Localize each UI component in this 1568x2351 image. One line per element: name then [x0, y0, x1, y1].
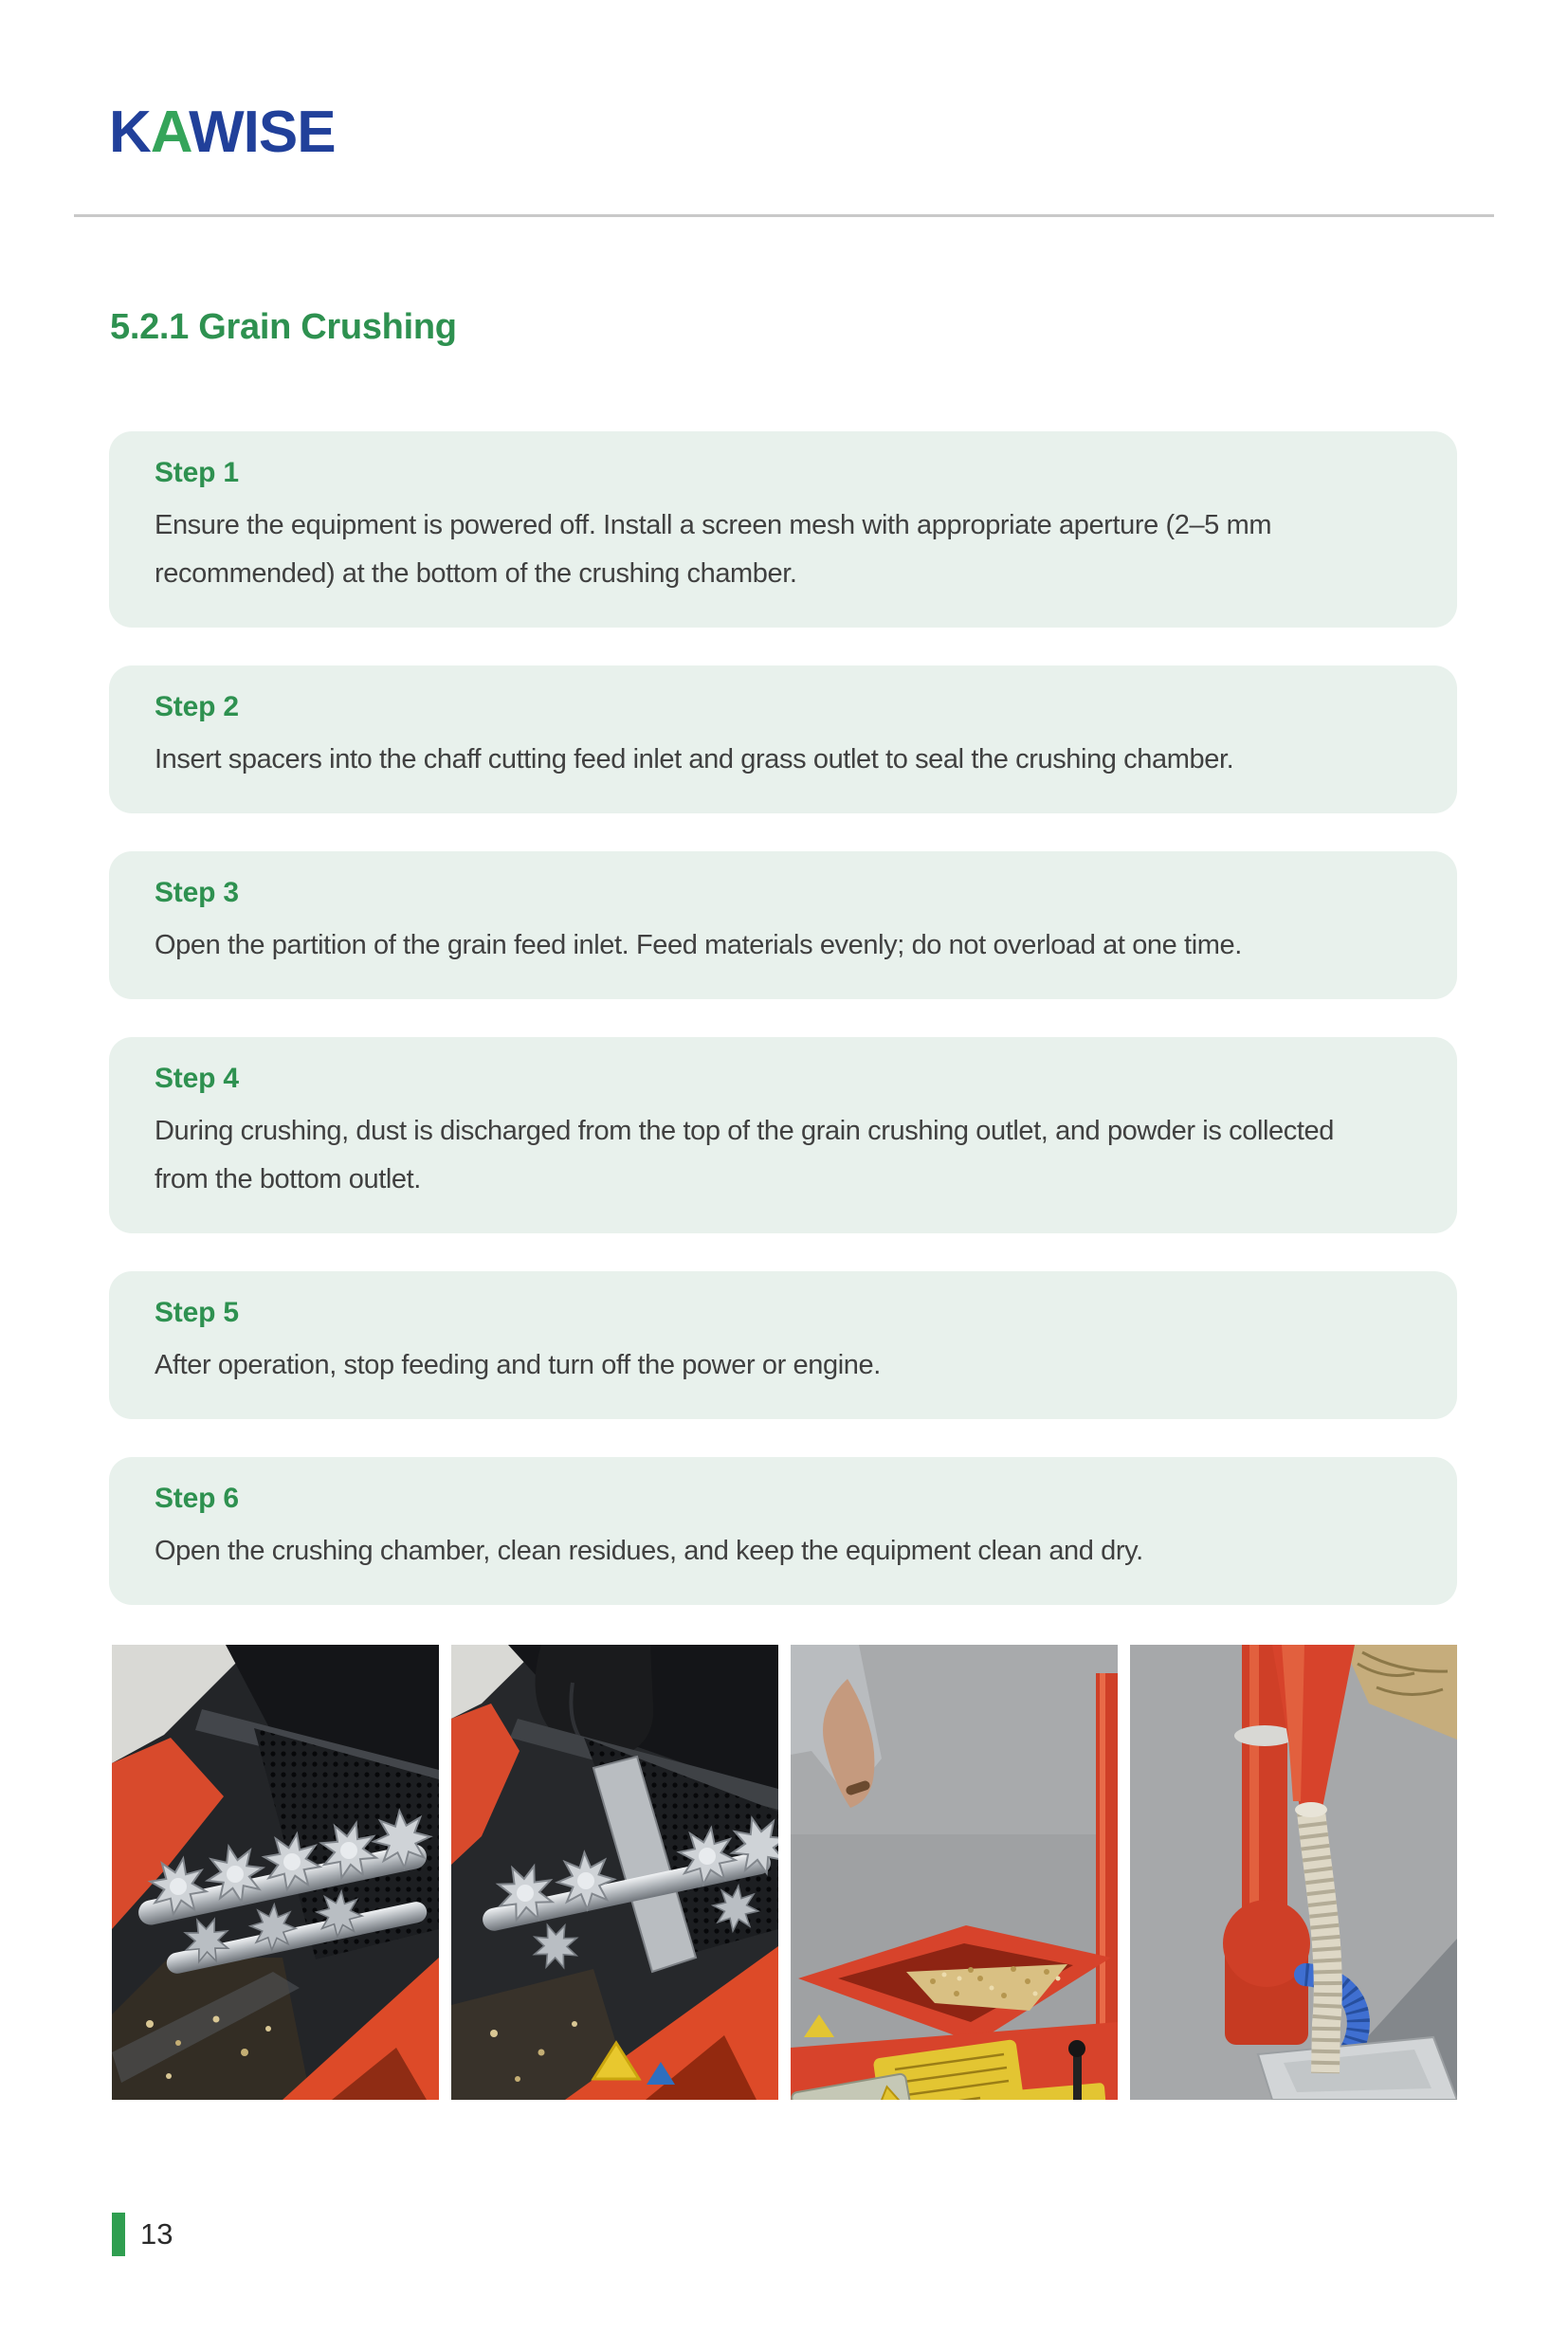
photo-grain-feed-hopper [791, 1645, 1118, 2100]
step-label: Step 4 [155, 1063, 239, 1094]
step-text: After operation, stop feeding and turn off the power or engine. [155, 1350, 881, 1380]
step-text: Open the partition of the grain feed inlet. Feed materials evenly; do not overload at one time. [155, 930, 1242, 960]
photo-hand-inserting-spacer [451, 1645, 778, 2100]
step-text: Ensure the equipment is powered off. Install a screen mesh with appropriate aperture (2–5 mm recommended) at the bottom of the crushing chamber. [155, 510, 1272, 589]
spacer-illustration [451, 1645, 778, 2100]
step-label: Step 3 [155, 877, 239, 908]
step-card-5 [109, 1271, 1457, 1419]
step-card-1 [109, 431, 1457, 628]
logo-letter-k: K [109, 100, 151, 165]
hopper-illustration [791, 1645, 1118, 2100]
page-number [112, 2213, 173, 2256]
step-label: Step 2 [155, 691, 239, 722]
step-text: Open the crushing chamber, clean residues, and keep the equipment clean and dry. [155, 1536, 1143, 1566]
photo-strip [112, 1645, 1457, 2100]
logo-letters-wise: WISE [189, 100, 336, 165]
photo-crushing-chamber-rotor [112, 1645, 439, 2100]
page-number-value: 13 [140, 2217, 173, 2251]
logo-letter-a: A [150, 100, 190, 165]
cyclone-illustration [1130, 1645, 1457, 2100]
step-label: Step 5 [155, 1297, 239, 1328]
header-divider [74, 214, 1494, 217]
steps-list [109, 431, 1457, 1605]
section-title: 5.2.1 Grain Crushing [110, 307, 457, 347]
svg-text:KAWISE [109, 100, 336, 165]
step-label: Step 6 [155, 1483, 239, 1514]
step-card-4 [109, 1037, 1457, 1233]
rotor-illustration [112, 1645, 439, 2100]
step-card-2 [109, 665, 1457, 813]
step-card-3 [109, 851, 1457, 999]
page-number-accent-bar [112, 2213, 125, 2256]
step-text: During crushing, dust is discharged from the top of the grain crushing outlet, and powder is collected from the bottom outlet. [155, 1116, 1334, 1194]
kawise-logo [109, 97, 431, 172]
step-text: Insert spacers into the chaff cutting feed inlet and grass outlet to seal the crushing chamber. [155, 744, 1234, 775]
step-card-6 [109, 1457, 1457, 1605]
step-label: Step 1 [155, 457, 239, 488]
kawise-logo-icon [109, 97, 431, 167]
photo-cyclone-discharge [1130, 1645, 1457, 2100]
